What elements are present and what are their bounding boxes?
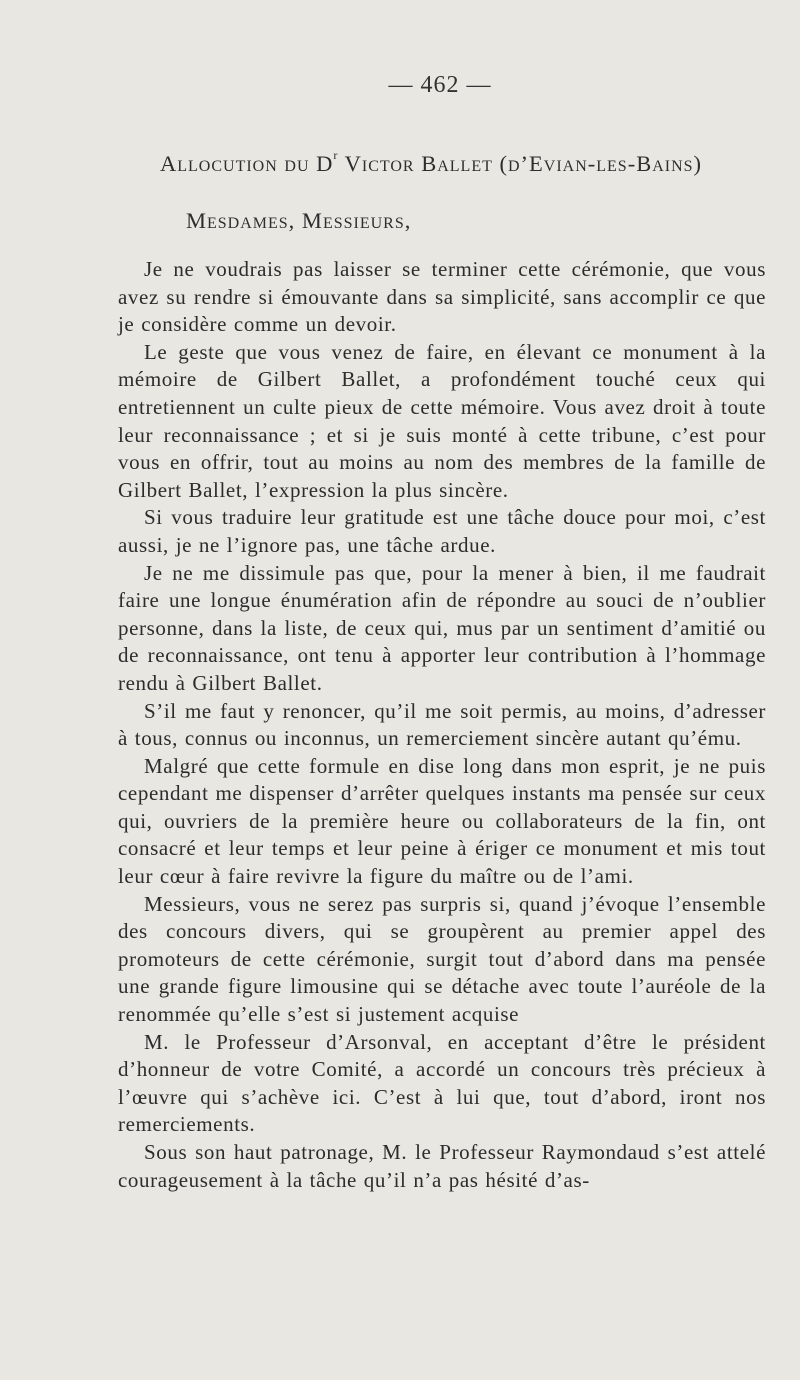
speech-title-suffix: Victor Ballet (d’Evian-les-Bains) (338, 151, 703, 176)
page-number: — 462 — (388, 72, 492, 98)
paragraph: Malgré que cette formule en dise long dans mon esprit, je ne puis cependant me dispenser d’arrêter quelques instants ma pensée sur ceux qui, ouvriers de la première heure ou collaborateurs de la fin, ont consacré et leur temps et leur peine à ériger ce monument et mis tout leur cœur à faire revivre la figure du maître ou de l’ami. (118, 753, 766, 889)
paragraph: Sous son haut patronage, M. le Professeur Raymondaud s’est attelé courageusement à la tâche qu’il n’a pas hésité d’as- (118, 1140, 766, 1192)
speech-body (118, 256, 766, 1194)
salutation: Mesdames, Messieurs, (186, 208, 412, 233)
paragraph: Je ne me dissimule pas que, pour la mener à bien, il me faudrait faire une longue énumération afin de répondre au souci de n’oublier personne, dans la liste, de ceux qui, mus par un sentiment d’amitié ou de reconnaissance, ont tenu à apporter leur contribution à l’hommage rendu à Gilbert Ballet. (118, 560, 766, 695)
speech-title-superscript: r (333, 148, 339, 162)
paragraph: Messieurs, vous ne serez pas surpris si, quand j’évoque l’ensemble des concours divers, qui se groupèrent au premier appel des promoteurs de cette cérémonie, surgit tout d’abord dans ma pensée une grande figure limousine qui se détache avec toute l’auréole de la renommée qu’elle s’est si justement acquise (118, 891, 766, 1027)
paragraph: Si vous traduire leur gratitude est une tâche douce pour moi, c’est aussi, je ne l’ignore pas, une tâche ardue. (118, 505, 766, 557)
speech-title (160, 148, 780, 177)
paragraph: S’il me faut y renoncer, qu’il me soit permis, au moins, d’adresser à tous, connus ou inconnus, un remerciement sincère autant qu’ému. (118, 698, 766, 751)
speech-title-prefix: Allocution du D (160, 151, 334, 176)
paragraph: M. le Professeur d’Arsonval, en acceptant d’être le président d’honneur de votre Comité, a accordé un concours très précieux à l’œuvre qui s’achève ici. C’est à lui que, tout d’abord, iront nos remerciements. (118, 1029, 766, 1137)
paragraph: Le geste que vous venez de faire, en élevant ce monument à la mémoire de Gilbert Ballet, a profondément touché ceux qui entretiennent un culte pieux de cette mémoire. Vous avez droit à toute leur reconnaissance ; et si je suis monté à cette tribune, c’est pour vous en offrir, tout au moins au nom des membres de la famille de Gilbert Ballet, l’expression la plus sincère. (118, 339, 766, 502)
paragraph: Je ne voudrais pas laisser se terminer cette cérémonie, que vous avez su rendre si émouvante dans sa simplicité, sans accomplir ce que je considère comme un devoir. (118, 257, 766, 337)
